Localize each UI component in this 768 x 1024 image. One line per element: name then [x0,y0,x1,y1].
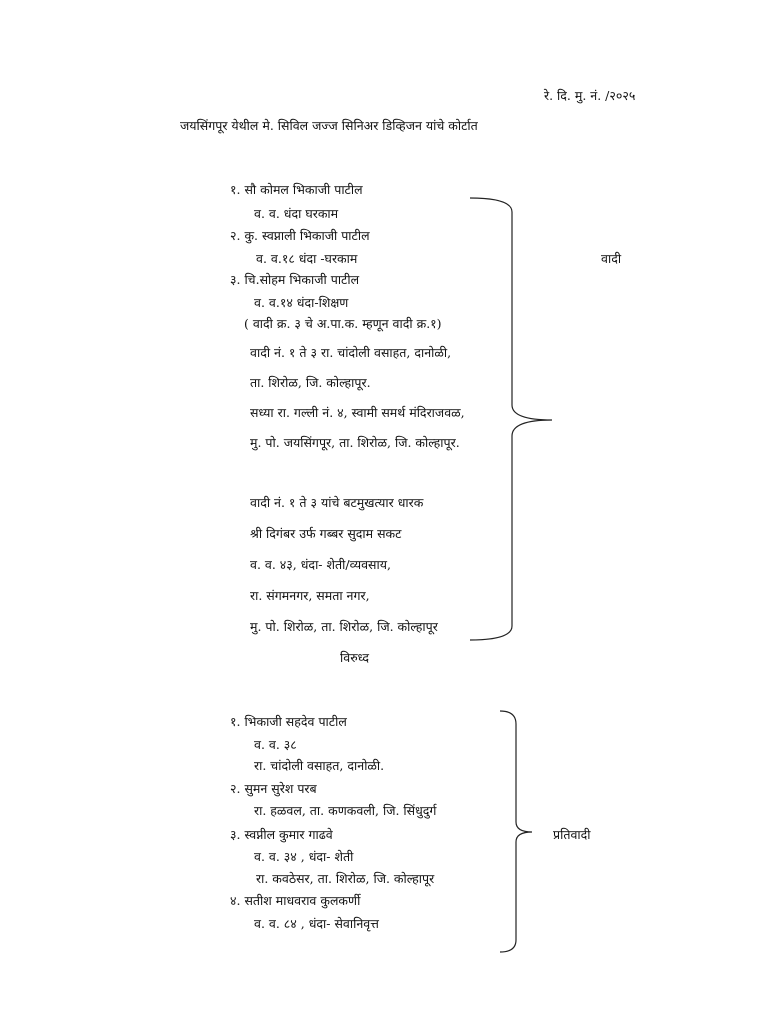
plaintiff-label: वादी [601,251,622,266]
plaintiff-3-detail: व. व.१४ धंदा-शिक्षण [254,295,349,310]
defendant-1-name: १. भिकाजी सहदेव पाटील [230,714,347,729]
plaintiff-address-3: सध्या रा. गल्ली नं. ४, स्वामी समर्थ मंदिराजवळ, [250,405,465,420]
defendant-3-name: ३. स्वप्नील कुमार गाढवे [230,827,333,842]
poa-line-5: मु. पो. शिरोळ, ता. शिरोळ, जि. कोल्हापूर [250,619,438,634]
poa-line-4: रा. संगमनगर, समता नगर, [250,588,370,603]
defendant-3-address: रा. कवठेसर, ता. शिरोळ, जि. कोल्हापूर [256,871,435,886]
plaintiff-1-detail: व. व. धंदा घरकाम [254,206,339,221]
defendant-label: प्रतिवादी [553,827,591,842]
plaintiff-2-name: २. कु. स्वप्नाली भिकाजी पाटील [230,228,370,243]
defendant-1-address: रा. चांदोली वसाहत, दानोळी. [254,758,385,773]
defendant-3-detail: व. व. ३४ , धंदा- शेती [254,849,354,864]
plaintiff-address-4: मु. पो. जयसिंगपूर, ता. शिरोळ, जि. कोल्हापूर. [250,435,460,450]
defendant-4-detail: व. व. ८४ , धंदा- सेवानिवृत्त [254,916,379,931]
plaintiff-3-name: ३. चि.सोहम भिकाजी पाटील [230,272,360,287]
plaintiff-address-1: वादी नं. १ ते ३ रा. चांदोली वसाहत, दानोळी, [250,345,452,360]
defendant-bracket [500,711,532,952]
plaintiff-2-detail: व. व.१८ धंदा -घरकाम [256,251,358,266]
plaintiff-address-2: ता. शिरोळ, जि. कोल्हापूर. [250,375,371,390]
poa-line-1: वादी नं. १ ते ३ यांचे बटमुखत्यार धारक [250,495,424,510]
defendant-2-name: २. सुमन सुरेश परब [230,781,317,796]
versus: विरुध्द [340,650,370,665]
poa-line-3: व. व. ४३, धंदा- शेती/व्यवसाय, [250,557,391,572]
plaintiff-3-note: ( वादी क्र. ३ चे अ.पा.क. म्हणून वादी क्र.१) [244,316,442,331]
poa-line-2: श्री दिगंबर उर्फ गब्बर सुदाम सकट [250,526,402,541]
court-title: जयसिंगपूर येथील मे. सिविल जज्ज सिनिअर डिव्हिजन यांचे कोर्टात [180,118,478,133]
plaintiff-bracket [470,198,552,640]
plaintiff-1-name: १. सौ कोमल भिकाजी पाटील [230,182,363,197]
defendant-2-address: रा. हळवल, ता. कणकवली, जि. सिंधुदुर्ग [254,803,437,818]
defendant-4-name: ४. सतीश माधवराव कुलकर्णी [230,893,361,908]
defendant-1-age: व. व. ३८ [254,737,297,752]
case-number: रे. दि. मु. नं. /२०२५ [544,88,636,103]
